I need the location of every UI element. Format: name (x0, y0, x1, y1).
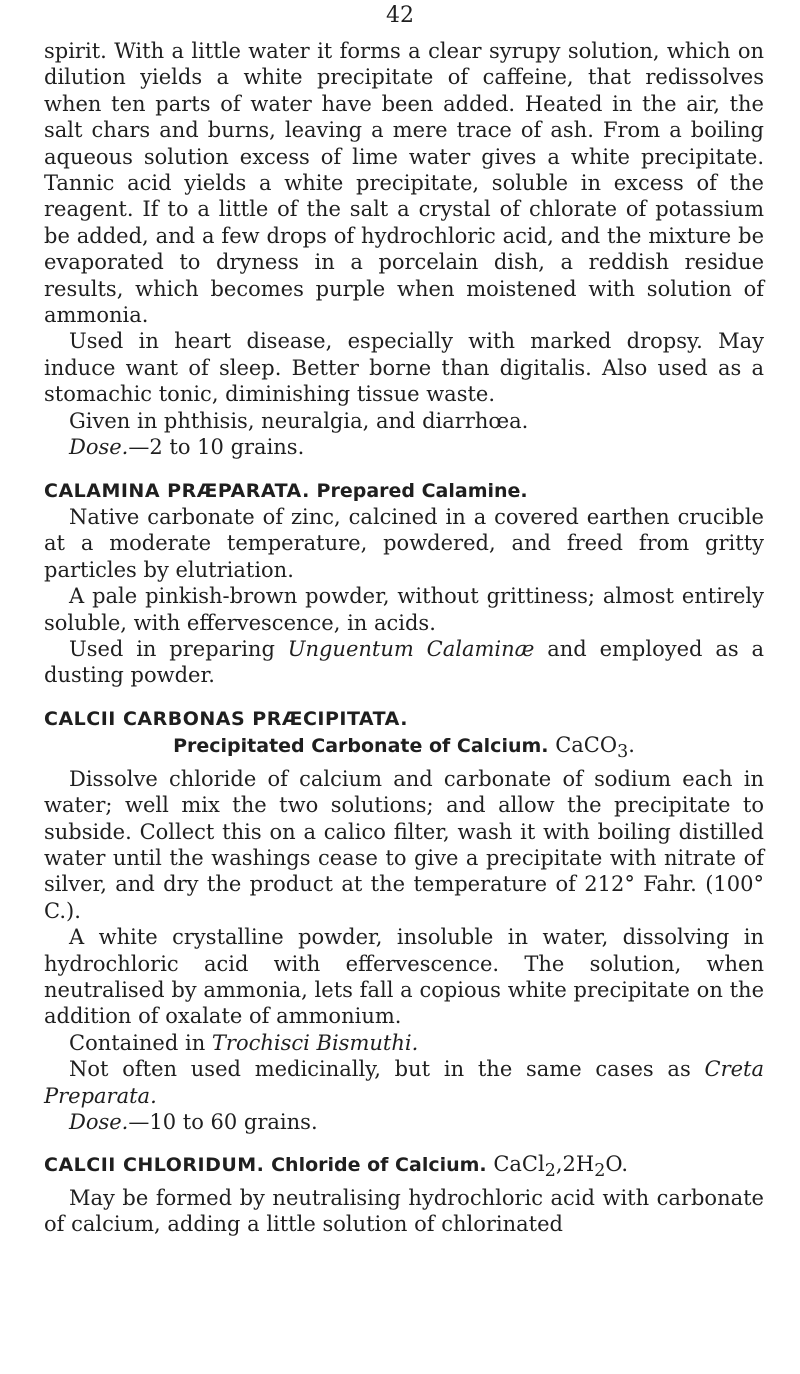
calcii-carbonas-description: A white crystalline powder, insoluble in water, dissolving in hydrochloric acid with effervescence. The solution, when neutralised by ammonia, lets fall a copious white precipitate on the addition of oxalate of ammonium. (44, 925, 764, 1029)
calcii-carbonas-dose (44, 1109, 764, 1135)
preparation-name: Trochisci Bismuthi. (211, 1030, 419, 1055)
english-name: Chloride of Calcium. (271, 1154, 487, 1177)
calamina-preparation: Native carbonate of zinc, calcined in a covered earthen crucible at a moderate temperature, powdered, and freed from gritty particles by elutriation. (44, 504, 764, 582)
entry-heading-calcii-carbonas (44, 705, 764, 732)
preparation-name: Unguentum Calaminæ (287, 636, 535, 661)
formula-text: CaCl (493, 1152, 545, 1177)
text-span: Used in preparing (69, 636, 288, 661)
formula-subscript: 2 (544, 1161, 556, 1182)
latin-name: CALAMINA PRÆPARATA. (44, 479, 310, 502)
dose-value: —10 to 60 grains. (128, 1110, 318, 1135)
preparation-name: Creta Preparata. (44, 1057, 764, 1108)
entry-heading-calamina (44, 477, 764, 504)
dose-label: Dose. (69, 435, 129, 460)
formula-subscript: 3 (617, 742, 629, 763)
dose-value: —2 to 10 grains. (128, 435, 305, 460)
chemical-formula (555, 733, 635, 763)
latin-name: CALCII CARBONAS PRÆCIPITATA. (44, 707, 408, 730)
calcii-chloridum-preparation: May be formed by neutralising hydrochloric acid with carbonate of calcium, adding a little solution of chlorinated (44, 1186, 764, 1237)
caffeine-uses: Used in heart disease, especially with marked dropsy. May induce want of sleep. Better borne than digitalis. Also used as a stomachic tonic, diminishing tissue waste. (44, 329, 764, 407)
text-span: Contained in (69, 1030, 212, 1055)
latin-name: CALCII CHLORIDUM. (44, 1154, 265, 1177)
entry-heading-calcii-chloridum (44, 1151, 764, 1185)
caffeine-dose (44, 434, 764, 460)
english-name: Prepared Calamine. (316, 479, 528, 502)
page-body (44, 38, 764, 1238)
caffeine-indications: Given in phthisis, neuralgia, and diarrhœa. (69, 408, 529, 433)
text-span: Not often used medicinally, but in the same cases as (69, 1057, 705, 1082)
formula-text: . (628, 733, 635, 758)
english-name: Precipitated Carbonate of Calcium. (173, 735, 549, 758)
chemical-formula (493, 1152, 629, 1182)
calamina-description: A pale pinkish-brown powder, without grittiness; almost entirely soluble, with effervescence, in acids. (44, 584, 764, 635)
calcii-carbonas-preparation: Dissolve chloride of calcium and carbonate of sodium each in water; well mix the two solutions; and allow the precipitate to subside. Collect this on a calico filter, wash it with boiling distilled water until the washings cease to give a precipitate with nitrate of silver, and dry the product at the temperature of 212° Fahr. (100° C.). (44, 766, 764, 923)
calcii-carbonas-uses (44, 1056, 764, 1109)
page-number: 42 (386, 3, 414, 28)
formula-text: CaCO (555, 733, 618, 758)
entry-subtitle (44, 732, 764, 766)
dose-label: Dose. (69, 1110, 129, 1135)
calcii-carbonas-contained-in (44, 1030, 764, 1056)
text-span: and employed as a dusting powder. (44, 636, 764, 688)
formula-subscript: 2 (594, 1161, 606, 1182)
formula-text: O. (605, 1152, 629, 1177)
calamina-uses (44, 636, 764, 689)
caffeine-description: spirit. With a little water it forms a clear syrupy solution, which on dilution yields a white precipitate of caffeine, that redissolves when ten parts of water have been added. Heated in the air, the salt chars and burns, leaving a mere trace of ash. From a boiling aqueous solution excess of lime water gives a white precipitate. Tannic acid yields a white precipitate, soluble in excess of the reagent. If to a little of the salt a crystal of chlorate of potassium be added, and a few drops of hydrochloric acid, and the mixture be evaporated to dryness in a porcelain dish, a reddish residue results, which becomes purple when moistened with solution of ammonia. (44, 39, 764, 328)
formula-text: ,2H (555, 1152, 595, 1177)
